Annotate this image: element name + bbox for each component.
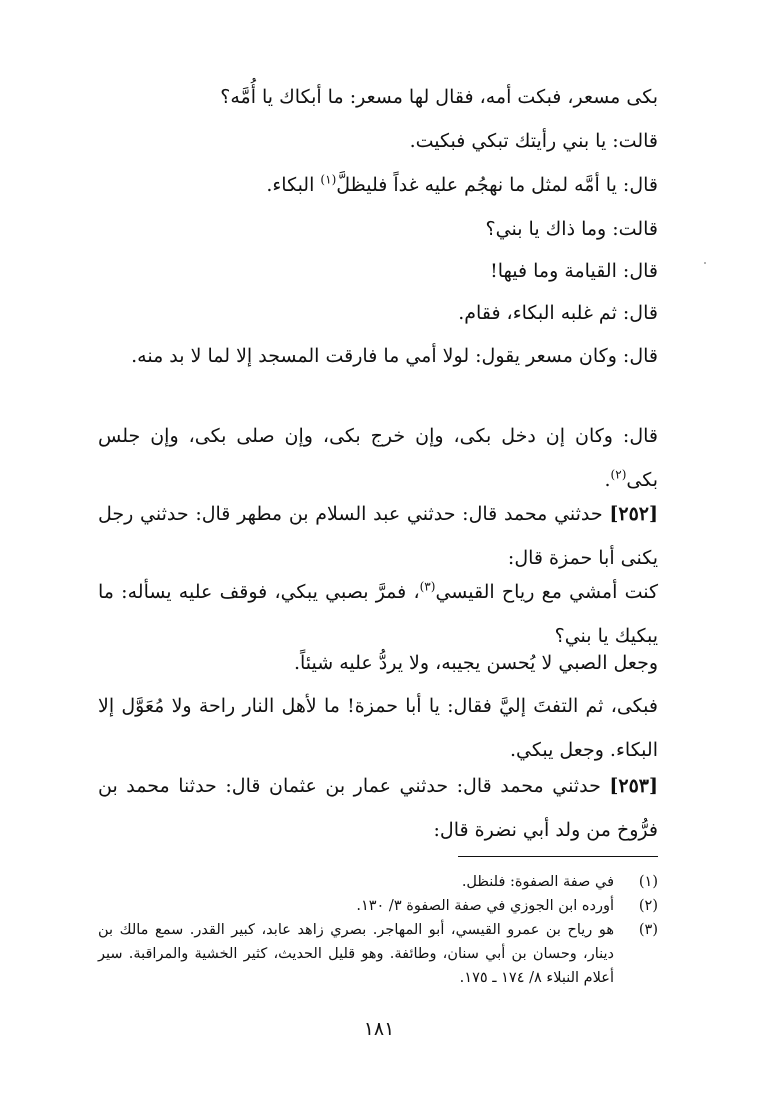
footnote-ref-3[interactable]: (٣) <box>419 579 436 594</box>
footnote-1 <box>98 870 658 894</box>
paragraph-9 <box>98 492 658 580</box>
paragraph-6 <box>98 298 658 328</box>
paragraph-7-text: قال: وكان مسعر يقول: لولا أمي ما فارقت المسجد إلا لما لا بد منه. <box>131 345 658 367</box>
paragraph-5-text: قال: القيامة وما فيها! <box>490 260 658 282</box>
paragraph-10-tail: ، فمرَّ بصبي يبكي، فوقف عليه يسأله: ما يبكيك يا بني؟ <box>98 581 658 647</box>
footnote-divider <box>458 856 658 857</box>
paragraph-9-text: حدثني محمد قال: حدثني عبد السلام بن مطهر قال: حدثني رجل يكنى أبا حمزة قال: <box>98 503 658 569</box>
footnotes <box>98 870 658 990</box>
paragraph-8-tail: . <box>604 469 611 491</box>
paragraph-4 <box>98 214 658 244</box>
paragraph-10 <box>98 570 658 658</box>
paragraph-7 <box>98 334 658 378</box>
paragraph-3-tail: البكاء. <box>266 174 321 196</box>
paragraph-5 <box>98 256 658 286</box>
footnote-2-mark: (٢) <box>638 898 658 914</box>
paragraph-11 <box>98 648 658 678</box>
footnote-3-text: هو رياح بن عمرو القيسي، أبو المهاجر. بصري زاهد عابد، كبير القدر. سمع مالك بن دينار، وحسان بن أبي سنان، وطائفة. وهو قليل الحديث، كثير الخشية والمراقبة. سير أعلام النبلاء ٨/ ١٧٤ ـ ١٧٥. <box>98 922 614 986</box>
paragraph-4-text: قالت: وما ذاك يا بني؟ <box>485 218 658 240</box>
paragraph-8-text: قال: وكان إن دخل بكى، وإن خرج بكى، وإن صلى بكى، وإن جلس بكى <box>98 425 658 491</box>
scan-speck <box>704 262 706 264</box>
paragraph-1-text: بكى مسعر، فبكت أمه، فقال لها مسعر: ما أبكاك يا أُمَّه؟ <box>220 86 658 108</box>
footnote-1-text: في صفة الصفوة: فلنظل. <box>461 874 614 890</box>
paragraph-2-text: قالت: يا بني رأيتك تبكي فبكيت. <box>409 130 658 152</box>
paragraph-2 <box>98 126 658 156</box>
paragraph-13-text: حدثني محمد قال: حدثني عمار بن عثمان قال: حدثنا محمد بن فرُّوخ من ولد أبي نضرة قال: <box>98 775 658 841</box>
paragraph-12 <box>98 684 658 772</box>
paragraph-8 <box>98 414 658 502</box>
entry-number-252: [٢٥٢] <box>609 503 658 525</box>
paragraph-12-text: فبكى، ثم التفتَ إليَّ فقال: يا أبا حمزة! ما لأهل النار راحة ولا مُعَوَّل إلا البكاء. وجعل يبكي. <box>98 695 658 761</box>
paragraph-10-text: كنت أمشي مع رياح القيسي <box>435 581 659 603</box>
paragraph-3-text: قال: يا أمَّه لمثل ما نهجُم عليه غداً فليظلَّ <box>336 174 658 196</box>
footnote-ref-2[interactable]: (٢) <box>610 467 627 482</box>
paragraph-11-text: وجعل الصبي لا يُحسن يجيبه، ولا يردُّ عليه شيئاً. <box>293 652 658 674</box>
paragraph-13 <box>98 764 658 852</box>
page-number: ١٨١ <box>363 1018 395 1040</box>
footnote-3-mark: (٣) <box>638 922 658 938</box>
footnote-ref-1[interactable]: (١) <box>320 172 337 187</box>
footnote-2 <box>98 894 658 918</box>
footnote-3 <box>98 918 658 990</box>
footnote-1-mark: (١) <box>638 874 658 890</box>
paragraph-6-text: قال: ثم غلبه البكاء، فقام. <box>458 302 658 324</box>
footnote-2-text: أورده ابن الجوزي في صفة الصفوة ٣/ ١٣٠. <box>356 898 614 914</box>
paragraph-3 <box>98 170 658 200</box>
paragraph-1 <box>98 82 658 112</box>
entry-number-253: [٢٥٣] <box>609 775 658 797</box>
